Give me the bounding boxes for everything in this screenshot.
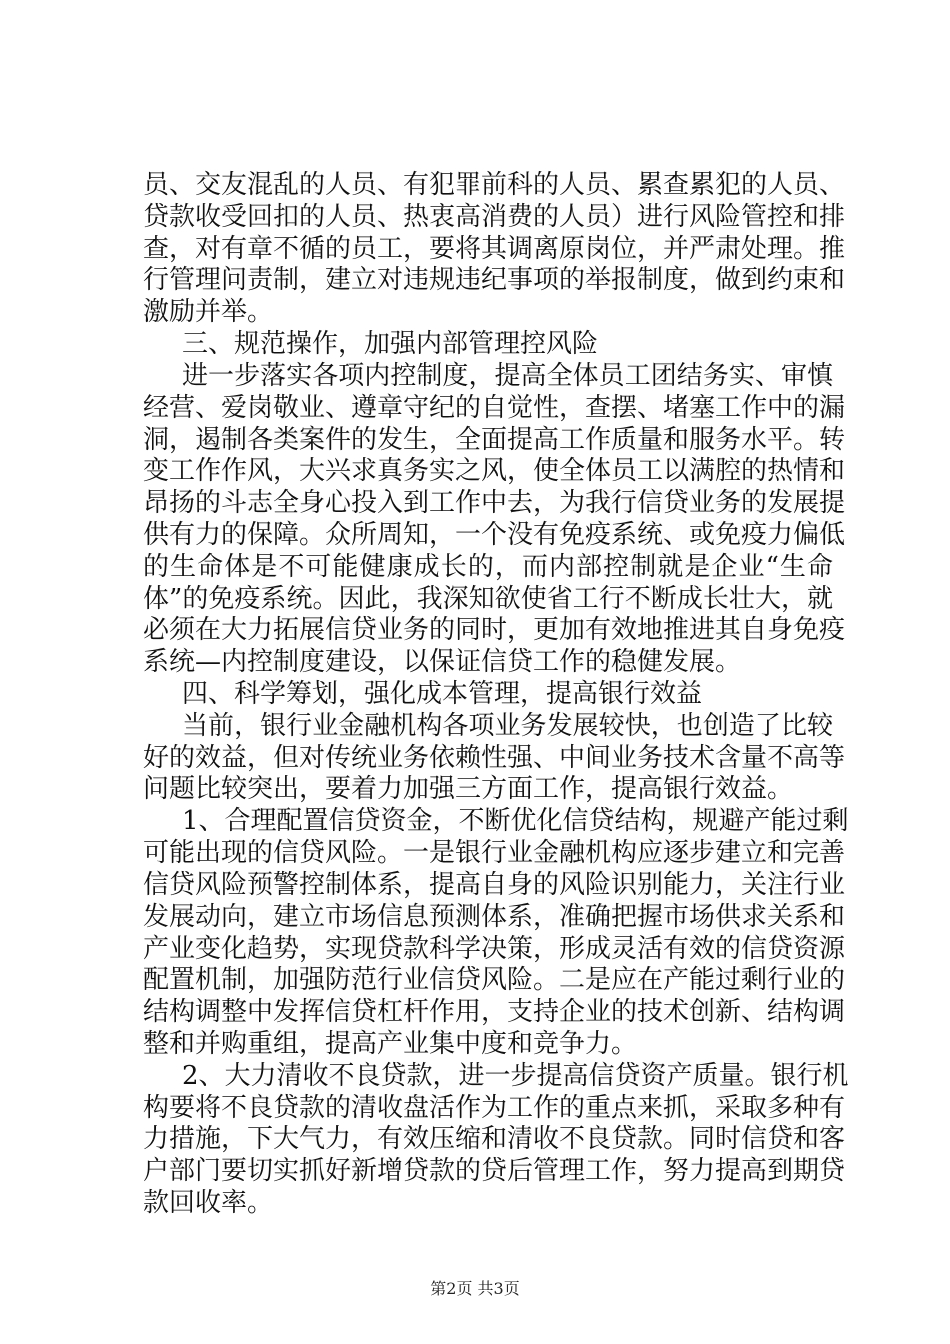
body-line: 查，对有章不循的员工，要将其调离原岗位，并严肃处理。推	[143, 233, 846, 264]
body-line: 2、大力清收不良贷款，进一步提高信贷资产质量。银行机	[182, 1060, 849, 1091]
section-heading-4: 四、科学筹划，强化成本管理，提高银行效益	[182, 679, 703, 709]
body-line: 经营、爱岗敬业、遵章守纪的自觉性，查摆、堵塞工作中的漏	[143, 392, 846, 423]
body-line: 款回收率。	[143, 1188, 274, 1218]
body-line: 力措施，下大气力，有效压缩和清收不良贷款。同时信贷和客	[143, 1124, 846, 1155]
body-line: 员、交友混乱的人员、有犯罪前科的人员、累查累犯的人员、	[143, 170, 846, 200]
body-line: 体”的免疫系统。因此，我深知欲使省工行不断成长壮大，就	[143, 583, 833, 614]
body-line: 昂扬的斗志全身心投入到工作中去，为我行信贷业务的发展提	[143, 488, 846, 519]
body-line: 1、合理配置信贷资金，不断优化信贷结构，规避产能过剩	[182, 806, 849, 837]
body-line: 好的效益，但对传统业务依赖性强、中间业务技术含量不高等	[143, 742, 846, 773]
page-number: 第2页 共3页	[430, 1279, 520, 1298]
body-line: 发展动向，建立市场信息预测体系，准确把握市场供求关系和	[143, 901, 846, 932]
body-line: 洞，遏制各类案件的发生，全面提高工作质量和服务水平。转	[143, 424, 846, 455]
body-line: 的生命体是不可能健康成长的，而内部控制就是企业“生命	[143, 551, 833, 582]
body-line: 配置机制，加强防范行业信贷风险。二是应在产能过剩行业的	[143, 965, 846, 996]
section-heading-3: 三、规范操作，加强内部管理控风险	[182, 329, 599, 360]
body-line: 行管理问责制，建立对违规违纪事项的举报制度，做到约束和	[143, 265, 846, 296]
body-line: 户部门要切实抓好新增贷款的贷后管理工作，努力提高到期贷	[143, 1156, 846, 1187]
body-line: 可能出现的信贷风险。一是银行业金融机构应逐步建立和完善	[143, 838, 846, 869]
body-line: 结构调整中发挥信贷杠杆作用，支持企业的技术创新、结构调	[143, 997, 846, 1028]
body-line: 必须在大力拓展信贷业务的同时，更加有效地推进其自身免疫	[143, 615, 846, 646]
body-line: 激励并举。	[143, 297, 274, 328]
body-line: 进一步落实各项内控制度，提高全体员工团结务实、审慎	[182, 360, 833, 391]
body-line: 供有力的保障。众所周知，一个没有免疫系统、或免疫力偏低	[143, 519, 846, 550]
body-line: 变工作作风，大兴求真务实之风，使全体员工以满腔的热情和	[143, 456, 846, 487]
body-line: 贷款收受回扣的人员、热衷高消费的人员）进行风险管控和排	[143, 201, 846, 232]
body-line: 产业变化趋势，实现贷款科学决策，形成灵活有效的信贷资源	[143, 933, 846, 964]
body-line: 系统—内控制度建设，以保证信贷工作的稳健发展。	[143, 647, 742, 678]
body-line: 信贷风险预警控制体系，提高自身的风险识别能力，关注行业	[143, 869, 846, 900]
body-line: 构要将不良贷款的清收盘活作为工作的重点来抓，采取多种有	[143, 1092, 846, 1123]
body-line: 问题比较突出，要着力加强三方面工作，提高银行效益。	[143, 774, 794, 805]
body-line: 整和并购重组，提高产业集中度和竞争力。	[143, 1028, 638, 1059]
body-line: 当前，银行业金融机构各项业务发展较快，也创造了比较	[182, 710, 833, 741]
